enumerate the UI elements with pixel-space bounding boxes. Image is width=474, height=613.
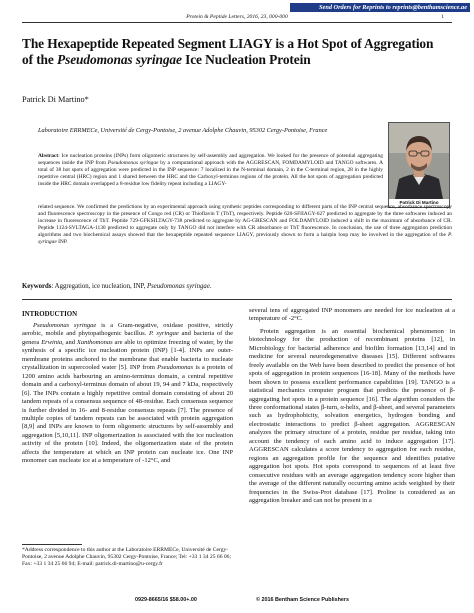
- footnote-rule: [22, 544, 82, 545]
- issn-price: 0929-8665/16 $58.00+.00: [135, 597, 197, 603]
- page-number: 1: [441, 14, 444, 20]
- abstract-text: : Ice nucleation proteins (INPs) form oligomeric structures by self-assembly and aggregation. We looked for the presence of potential aggregating sequences inside the INP from: [38, 153, 383, 167]
- intro-right-column: [249, 307, 455, 505]
- keywords-text: : Aggregation, ice nucleation, INP,: [51, 283, 147, 290]
- species-name: Pseudomonas syringae: [33, 322, 97, 329]
- keywords-label: Keywords: [22, 283, 52, 290]
- title-text: of the: [22, 52, 57, 67]
- species-name: Xanthomonas: [76, 338, 113, 346]
- abstract-text: by a computational approach with the AGGRESCAN, FOMDAMYLOID and TANGO softwares. A total of 38 hot spots of aggregation were predicted in the INP sequence: 7 localized in the N-terminal domain, 2 in the C-terminal region, 28 in the highly repetitive central (HRC) region and 1 shared between the HRC and the Carboxyl-terminus regions of the protein. All the hot spots of aggregation predicted inside the HRC domain overlapped a 8-residue low fidelity repeat including a LIAGY-: [38, 160, 383, 188]
- title-text: Ice Nucleation Protein: [181, 52, 311, 67]
- paragraph: several tens of aggregated INP monomers are needed for ice nucleation at a temperature of -2°C.: [249, 307, 455, 323]
- reprints-text: Send Orders for Reprints to reprints@benthamscience.ae: [319, 4, 467, 11]
- publisher-copyright: © 2016 Bentham Science Publishers: [256, 597, 349, 603]
- section-heading-introduction: INTRODUCTION: [22, 311, 78, 318]
- species-name: P. syringae: [148, 330, 179, 338]
- header-rule: [22, 22, 452, 23]
- keywords: [22, 283, 462, 290]
- title-species: Pseudomonas syringae: [57, 52, 182, 67]
- abstract-part-1: [38, 153, 383, 188]
- body-text: is a Gram-negative, oxidase positive, strictly aerobic, mobile and phytopathogenic bacillus.: [22, 322, 233, 338]
- abstract-species: P. syringae: [38, 232, 452, 246]
- keywords-text: .: [209, 283, 212, 290]
- species-name: Erwinia: [41, 338, 63, 346]
- body-text: is a protein of 1200 amino acids harbouring an amino-terminus domain, a central repetitive domain and a carboxyl-terminus domain of about 19, 94 and 7 kDa, respectively [6]. The INPs contain a highly repetitive central domain consisting of about 20 tandem repeats of a consensus sequence of 48-residue. Each consensus sequence is further divided in 16- and 8-residue consensus repeats [7]. The presence of multiple copies of tandem repeats can be associated with protein aggregation [8,9] and INPs are known to form oligomeric structures by self-assembly and aggregation [5,10,11]. INP oligomerization is associated with the ice nucleation activity of the protein [10]. Indeed, the oligomerization state of the protein affects the temperature at which an INP protein can nucleate ice. One INP monomer can nucleate ice at a temperature of -12°C, and: [22, 364, 233, 465]
- title-line-1: The Hexapeptide Repeated Segment LIAGY is a Hot Spot of Aggregation: [22, 36, 434, 51]
- abstract-species: Pseudomonas syringae: [107, 160, 159, 167]
- author-portrait: [389, 123, 449, 199]
- intro-left-column: [22, 322, 233, 466]
- body-text: and bacteria of the genera: [22, 330, 234, 346]
- body-text: are able to optimize freezing of water, by the synthesis of a specific ice nucleation protein (INP) [1-4]. INPs are outer-membrane proteins anchored to the membrane that enable bacteria to nucleate crystallization in supercooled water [5]. INP from: [22, 338, 233, 372]
- species-name: Pseudomonas: [157, 364, 194, 372]
- correspondence-footnote: *Address correspondence to this author at the Laboratoire ERRMECe, Université de Cergy-Pontoise, 2 avenue Adolphe Chauvin, 95302 Cergy-Pontoise, France; Tel: +33 1 34 25 66 06; Fax: +33 1 34 25 66 94; E-mail: patrick.di-martino@u-cergy.fr: [22, 547, 232, 568]
- abstract-label: Abstract: [38, 153, 59, 159]
- body-text: , and: [62, 338, 77, 346]
- affiliation: Laboratoire ERRMECe, Université de Cergy-Pontoise, 2 avenue Adolphe Chauvin, 95302 Cergy-Pontoise, France: [38, 127, 328, 134]
- keywords-species: Pseudomonas syringae: [146, 283, 210, 290]
- abstract-part-2: [38, 204, 452, 246]
- journal-header: Protein & Peptide Letters, 2016, 23, 000-000: [186, 14, 288, 20]
- author-photo: [388, 122, 450, 208]
- abstract-text: related sequence. We confirmed the predictions by an experimental approach using synthetic peptides corresponding to different parts of the INP central sequence, absorbance spectroscopy and fluorescence spectroscopy in the presence of Congo red (CR) or Thioflavin T (ThT), respectively. Peptide 620-SFIIAGY-627 predicted to aggregate by the three softwares induced an increase in fluorescence of ThT. Peptide 729-GFKSILTAGY-738 predicted to aggregate by AG-GRESCAN and FOLDAMYLOID induced a shift in the maximum of absorbance of CR. Peptide 1124-SVLTAGA-1130 predicted to aggregate only by TANGO did not interfere with CR absorbance or ThT fluorescence. In conclusion, the use of three aggregation prediction algorithms and two biochemical assays showed that the hexapeptide repeated sequence LIAGY, previously shown to form a hairpin loop may be involved in the aggregation of the: [38, 204, 452, 239]
- keywords-rule: [22, 299, 452, 300]
- photo-caption: Patrick Di Martino: [399, 200, 439, 205]
- paragraph: Protein aggregation is an essential biochemical phenomenon in biotechnology for the production of recombinant proteins [12], in Microbiology for bacterial adherence and biofilm formation [13,14] and in medicine for several neurodegenerative diseases [15]. Different softwares freely available on the Web have been described to predict the presence of hot spots of aggregation in protein sequences [16-18]. Many of the methods have been shown to possess excellent performance capabilities [19]. TANGO is a statistical mechanics computer program that predicts the presence of β-aggregating hot spots in a protein sequence [16]. The algorithm considers the three conformational states β-turn, α-helix, and β-sheet, and several parameters such as hydrophobicity, solvation energetics, hydrogen bonding and electrostatic interactions to predict β-sheet aggregation. AGGRESCAN analyzes the primary structure of a protein, residue per residue, taking into account the tendency of each amino acid to induce aggregation [17]. AGGRESCAN calculates a score tendency to aggregation for each residue, regions an aggregation profile for the sequence and identifies putative aggregation hot spots. Hot spots correspond to sequences of at least five consecutive residues with an average aggregation tendency score higher than the average of the different naturally occurring amino acids weighted by their frequencies in the Swiss-Prot database [17]. Proline is considered as an aggregation breaker and can not be present in a: [249, 327, 455, 504]
- abstract-text: INP.: [56, 239, 68, 246]
- title-line-2: [22, 52, 462, 68]
- author-name: Patrick Di Martino*: [22, 95, 89, 104]
- article-title: [22, 36, 462, 68]
- reprints-banner: [290, 3, 470, 12]
